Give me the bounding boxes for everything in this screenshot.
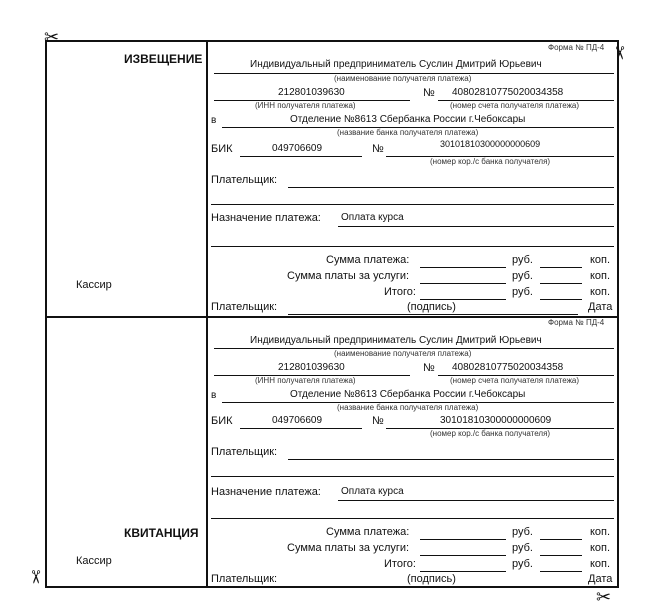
bank-name: Отделение №8613 Сбербанка России г.Чебоксары xyxy=(290,114,526,125)
corr-account-value: 30101810300000000609 xyxy=(440,139,541,149)
date-label: Дата xyxy=(588,301,613,313)
sum-label: Сумма платежа: xyxy=(326,254,410,266)
payer-line-2 xyxy=(211,204,614,205)
purpose-line-2 xyxy=(211,246,614,247)
inn-value: 212801039630 xyxy=(278,87,345,98)
account-caption: (номер счета получателя платежа) xyxy=(450,101,580,110)
bik-value: 049706609 xyxy=(272,143,323,154)
kop-label: коп. xyxy=(590,526,611,538)
signature-caption: (подпись) xyxy=(407,301,456,313)
bik-label: БИК xyxy=(211,143,233,155)
signature-line xyxy=(288,314,578,315)
corr-account-value: 30101810300000000609 xyxy=(440,415,552,426)
cashier-label: Кассир xyxy=(76,279,112,291)
fee-rub-line xyxy=(420,283,506,284)
corr-caption: (номер кор./с банка получателя) xyxy=(430,157,551,166)
kop-label: коп. xyxy=(590,558,611,570)
bank-in-label: в xyxy=(211,115,217,126)
sum-rub-line xyxy=(420,539,506,540)
payer-line xyxy=(288,459,614,460)
fee-kop-line xyxy=(540,555,582,556)
sum-kop-line xyxy=(540,267,582,268)
inn-caption: (ИНН получателя платежа) xyxy=(255,376,356,385)
bank-caption: (название банка получателя платежа) xyxy=(337,128,479,137)
form-number: Форма № ПД-4 xyxy=(548,43,605,52)
kop-label: коп. xyxy=(590,542,611,554)
total-label: Итого: xyxy=(384,286,416,298)
scissors-icon: ✂ xyxy=(44,27,60,47)
payer-line-2 xyxy=(211,476,614,477)
sign-payer-label: Плательщик: xyxy=(211,573,278,585)
recipient-name: Индивидуальный предприниматель Суслин Дмитрий Юрьевич xyxy=(250,59,542,70)
kop-label: коп. xyxy=(590,254,611,266)
bik-line xyxy=(240,156,362,157)
total-rub-line xyxy=(420,571,506,572)
sum-rub-line xyxy=(420,267,506,268)
kop-label: коп. xyxy=(590,286,611,298)
fee-kop-line xyxy=(540,283,582,284)
scissors-icon: ✂ xyxy=(25,569,46,585)
purpose-value: Оплата курса xyxy=(341,212,404,223)
bank-in-label: в xyxy=(211,390,217,401)
section-divider xyxy=(45,316,619,318)
corr-no-label: № xyxy=(372,143,384,155)
recipient-name: Индивидуальный предприниматель Суслин Дмитрий Юрьевич xyxy=(250,335,542,346)
rub-label: руб. xyxy=(512,526,533,538)
scissors-icon: ✂ xyxy=(609,45,630,61)
purpose-label: Назначение платежа: xyxy=(211,212,321,224)
account-value: 40802810775020034358 xyxy=(452,362,564,373)
purpose-line xyxy=(338,500,614,501)
total-kop-line xyxy=(540,571,582,572)
rub-label: руб. xyxy=(512,558,533,570)
payer-line xyxy=(288,187,614,188)
signature-line xyxy=(288,586,578,587)
corr-caption: (номер кор./с банка получателя) xyxy=(430,429,551,438)
kop-label: коп. xyxy=(590,270,611,282)
total-rub-line xyxy=(420,299,506,300)
recipient-caption: (наименование получателя платежа) xyxy=(334,349,472,358)
rub-label: руб. xyxy=(512,286,533,298)
sum-label: Сумма платежа: xyxy=(326,526,410,538)
signature-caption: (подпись) xyxy=(407,573,456,585)
form-number: Форма № ПД-4 xyxy=(548,318,605,327)
bank-caption: (название банка получателя платежа) xyxy=(337,403,479,412)
fee-label: Сумма платы за услуги: xyxy=(287,542,410,554)
rub-label: руб. xyxy=(512,254,533,266)
cashier-label: Кассир xyxy=(76,555,112,567)
section-title: ИЗВЕЩЕНИЕ xyxy=(124,52,203,66)
corr-no-label: № xyxy=(372,415,384,427)
account-no-label: № xyxy=(423,87,435,99)
account-caption: (номер счета получателя платежа) xyxy=(450,376,580,385)
purpose-label: Назначение платежа: xyxy=(211,486,321,498)
bik-line xyxy=(240,428,362,429)
fee-rub-line xyxy=(420,555,506,556)
inn-caption: (ИНН получателя платежа) xyxy=(255,101,356,110)
purpose-value: Оплата курса xyxy=(341,486,404,497)
scissors-icon: ✂ xyxy=(596,587,612,607)
date-label: Дата xyxy=(588,573,613,585)
account-no-label: № xyxy=(423,362,435,374)
fee-label: Сумма платы за услуги: xyxy=(287,270,410,282)
purpose-line xyxy=(338,226,614,227)
recipient-caption: (наименование получателя платежа) xyxy=(334,74,472,83)
payer-label: Плательщик: xyxy=(211,174,278,186)
total-label: Итого: xyxy=(384,558,416,570)
rub-label: руб. xyxy=(512,270,533,282)
section-title: КВИТАНЦИЯ xyxy=(124,526,199,540)
bik-value: 049706609 xyxy=(272,415,323,426)
total-kop-line xyxy=(540,299,582,300)
bank-name: Отделение №8613 Сбербанка России г.Чебоксары xyxy=(290,389,526,400)
column-divider xyxy=(206,40,208,588)
purpose-line-2 xyxy=(211,518,614,519)
sum-kop-line xyxy=(540,539,582,540)
rub-label: руб. xyxy=(512,542,533,554)
bik-label: БИК xyxy=(211,415,233,427)
payer-label: Плательщик: xyxy=(211,446,278,458)
inn-value: 212801039630 xyxy=(278,362,345,373)
sign-payer-label: Плательщик: xyxy=(211,301,278,313)
account-value: 40802810775020034358 xyxy=(452,87,564,98)
